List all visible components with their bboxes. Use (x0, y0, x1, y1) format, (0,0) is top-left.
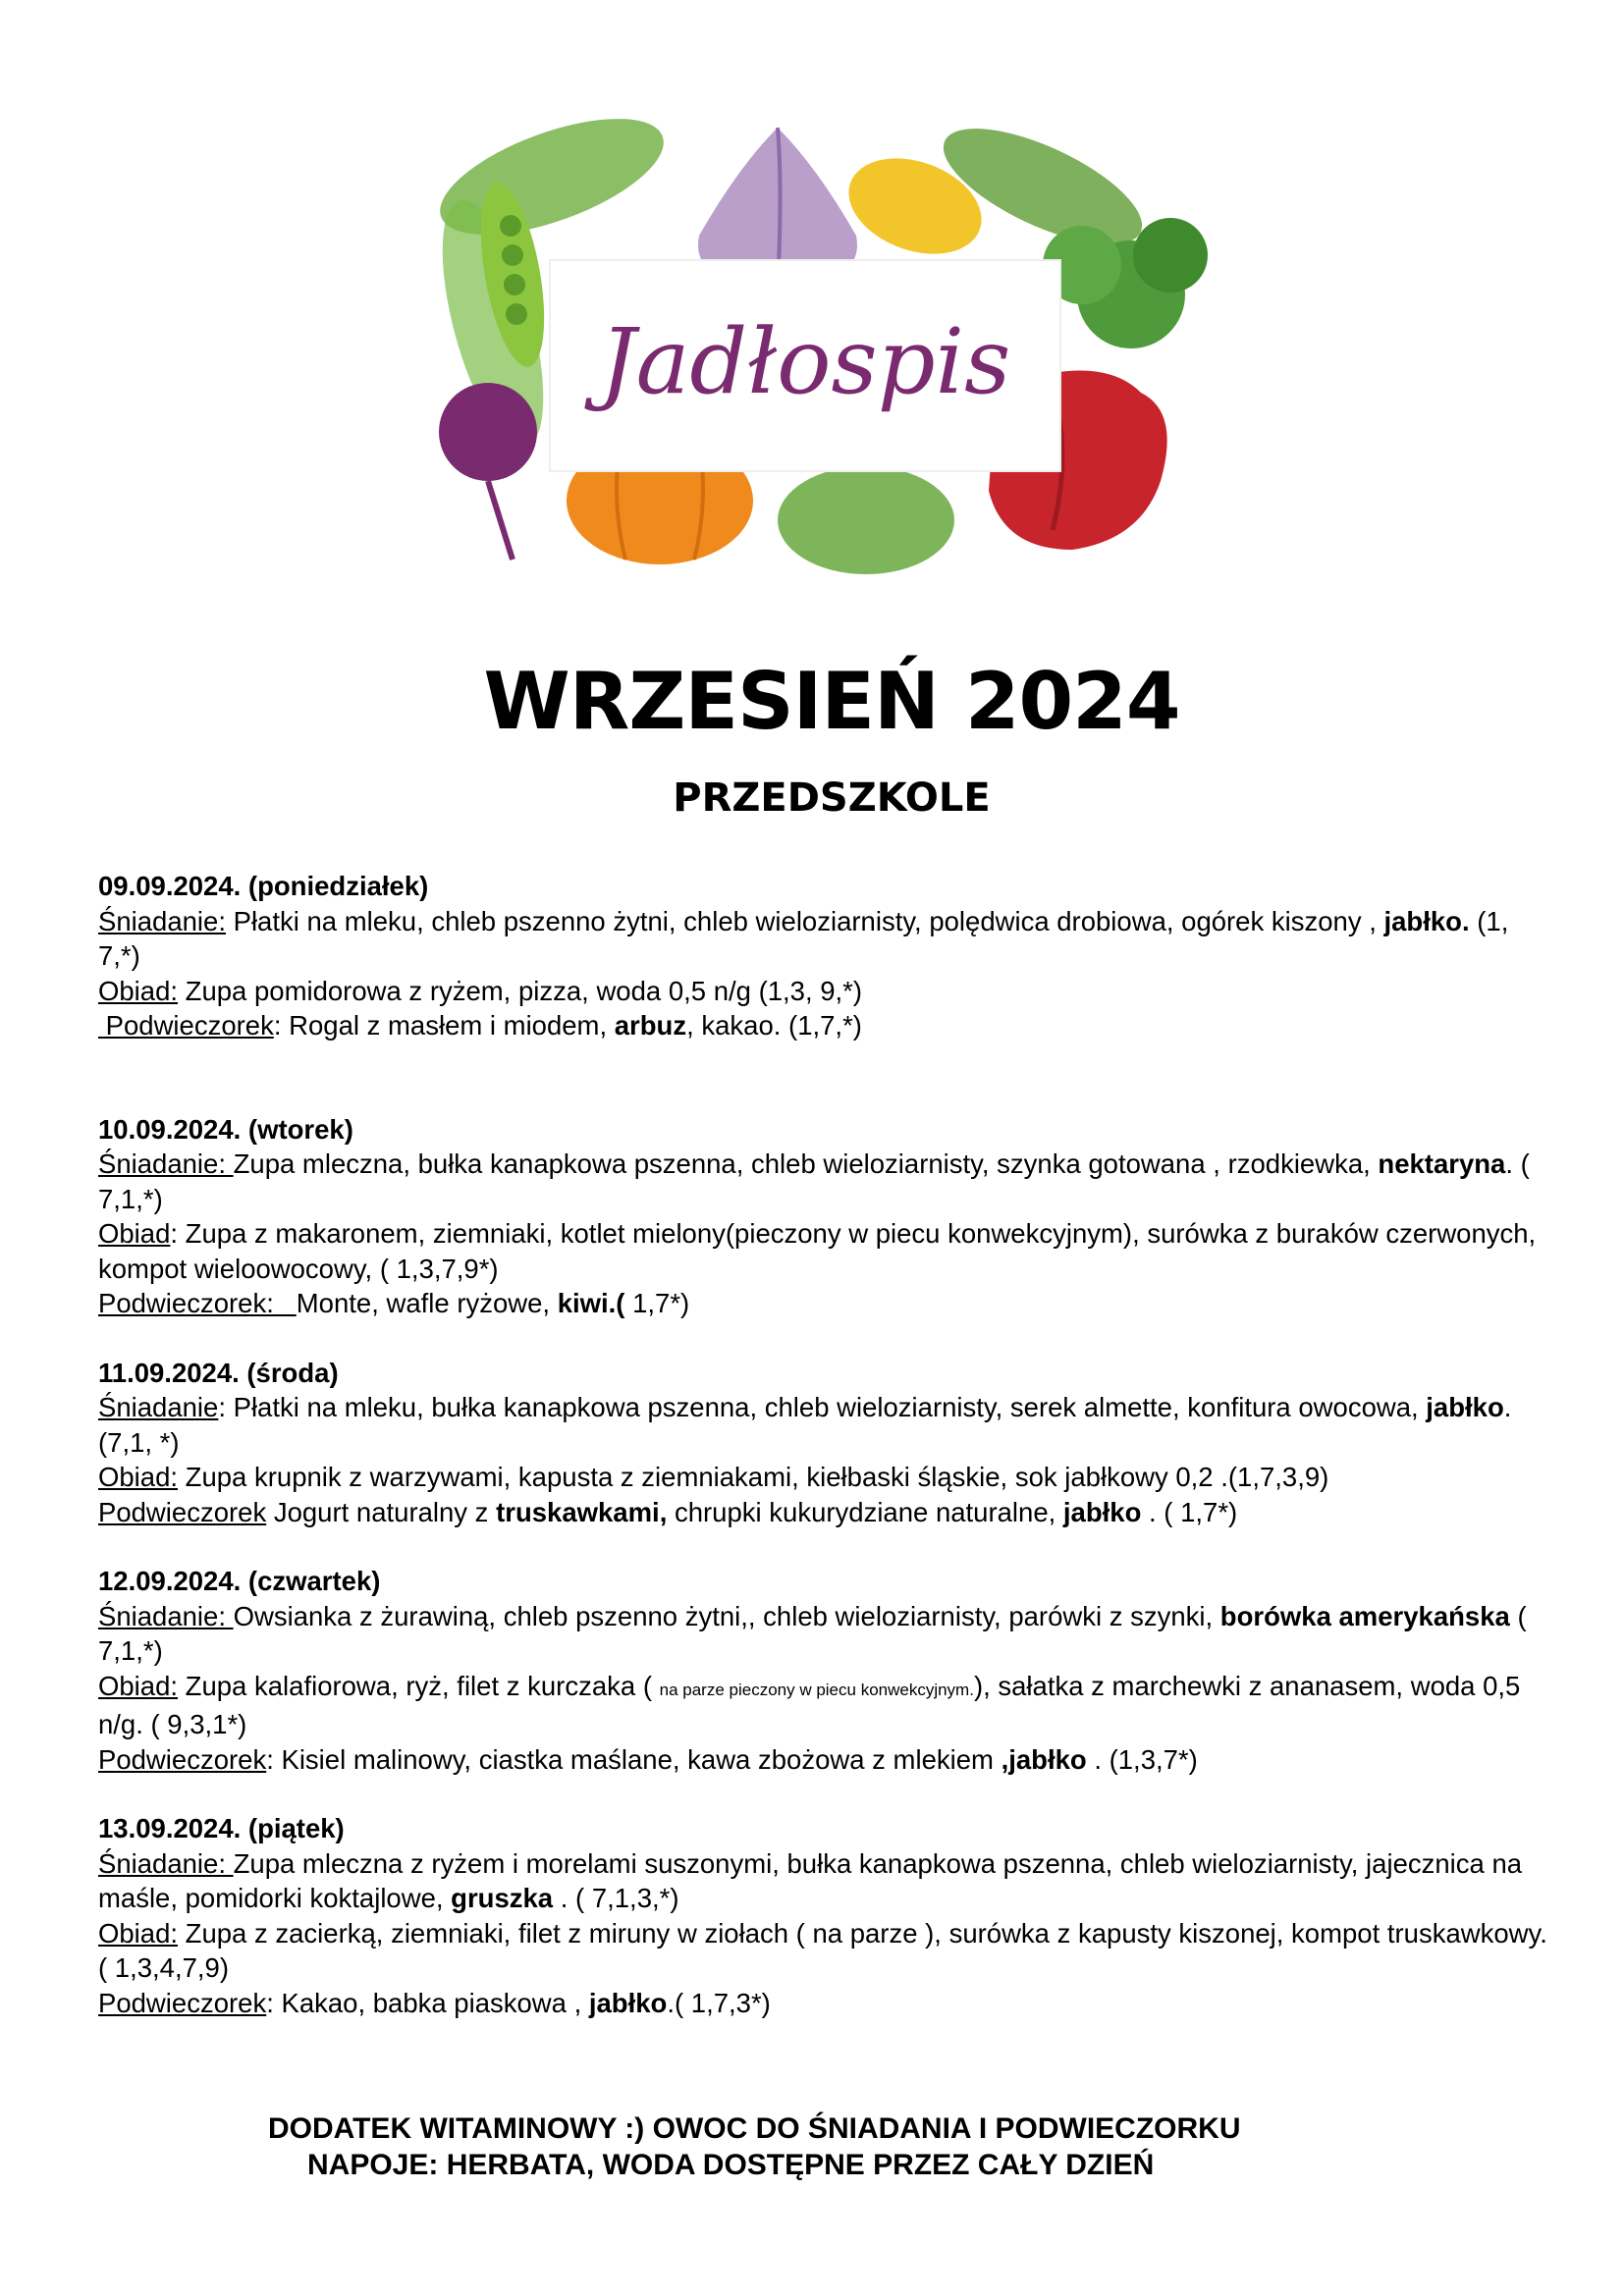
snack-line (98, 1286, 1551, 1321)
snack-text-extra: chrupki kukurydziane naturalne, (667, 1496, 1063, 1527)
breakfast-allergens: . ( 7,1,*) (98, 1148, 1530, 1214)
day-entry (98, 1356, 1551, 1530)
snack-fruit: jabłko (588, 1987, 668, 2018)
lunch-text: Zupa kalafiorowa, ryż, filet z kurczaka ( (178, 1670, 660, 1701)
page-subtitle: PRZEDSZKOLE (673, 775, 991, 821)
lunch-label: Obiad: (98, 1670, 179, 1701)
snack-fruit: arbuz (614, 1010, 687, 1041)
snack-text: : Rogal z masłem i miodem, (273, 1010, 615, 1041)
breakfast-label: Śniadanie: (98, 1148, 234, 1179)
breakfast-text: Zupa mleczna z ryżem i morelami suszonymi, bułka kanapkowa pszenna, chleb wieloziarnisty, jajecznica na maśle, pomidorki koktajlowe, (98, 1847, 1523, 1913)
breakfast-line (98, 1147, 1551, 1216)
day-date: 09.09.2024. (poniedziałek) (98, 871, 429, 901)
breakfast-text: Płatki na mleku, chleb pszenno żytni, chleb wieloziarnisty, polędwica drobiowa, ogórek kiszony , (225, 905, 1384, 936)
breakfast-allergens: ( 7,1,*) (98, 1600, 1527, 1666)
breakfast-fruit: nektaryna (1378, 1148, 1506, 1179)
breakfast-text: Zupa mleczna, bułka kanapkowa pszenna, chleb wieloziarnisty, szynka gotowana , rzodkiewka, (233, 1148, 1379, 1179)
vitamin-note: DODATEK WITAMINOWY :) OWOC DO ŚNIADANIA I PODWIECZORKU (268, 2112, 1241, 2145)
breakfast-line (98, 904, 1551, 974)
breakfast-text: Owsianka z żurawiną, chleb pszenno żytni,, chleb wieloziarnisty, parówki z szynki, (233, 1600, 1220, 1631)
snack-line (98, 1986, 1551, 2021)
snack-label: Podwieczorek: (98, 1288, 297, 1318)
snack-allergens: 1,7*) (624, 1288, 690, 1318)
lunch-text: : Zupa z makaronem, ziemniaki, kotlet mielony(pieczony w piecu konwekcyjnym), surówka z buraków czerwonych, kompot wieloowocowy, ( 1,3,7,9*) (98, 1218, 1537, 1284)
day-entry (98, 1112, 1551, 1321)
page-title: WRZESIEŃ 2024 (483, 656, 1180, 747)
lunch-line (98, 1216, 1551, 1286)
lunch-line (98, 974, 1551, 1009)
breakfast-fruit: jabłko (1426, 1392, 1504, 1422)
snack-fruit-extra: jabłko (1062, 1496, 1142, 1527)
snack-label: Podwieczorek (98, 1496, 267, 1527)
day-entry (98, 869, 1551, 1043)
breakfast-label: Śniadanie (98, 1392, 219, 1422)
snack-line (98, 1008, 1551, 1043)
breakfast-line (98, 1390, 1551, 1460)
lunch-text-tail: ), sałatka z marchewki z ananasem, woda 0,5 n/g. ( 9,3,1*) (98, 1670, 1521, 1739)
breakfast-label: Śniadanie: (98, 1847, 234, 1879)
snack-allergens: .( 1,7,3*) (667, 1987, 771, 2018)
breakfast-line (98, 1846, 1551, 1916)
breakfast-allergens: (1, 7,*) (98, 905, 1509, 971)
snack-label: Podwieczorek (98, 1010, 274, 1041)
breakfast-fruit: gruszka (451, 1883, 554, 1913)
jadlospis-banner (365, 98, 1280, 604)
snack-allergens: . (1,3,7*) (1086, 1743, 1198, 1775)
lunch-note: na parze pieczony w piecu konwekcyjnym. (659, 1680, 974, 1699)
snack-text: Monte, wafle ryżowe, (296, 1288, 558, 1318)
breakfast-fruit: borówka amerykańska (1219, 1600, 1510, 1631)
day-entry (98, 1811, 1551, 2020)
lunch-text: Zupa z zacierką, ziemniaki, filet z miruny w ziołach ( na parze ), surówka z kapusty kiszonej, kompot truskawkowy.( 1,3,4,7,9) (98, 1917, 1547, 1983)
snack-fruit: ,jabłko (1001, 1743, 1087, 1775)
lunch-label: Obiad: (98, 1462, 179, 1492)
breakfast-label: Śniadanie: (98, 905, 226, 936)
breakfast-label: Śniadanie: (98, 1600, 234, 1631)
breakfast-fruit: jabłko. (1383, 905, 1470, 936)
snack-label: Podwieczorek (98, 1987, 267, 2018)
snack-text: : Kakao, babka piaskowa , (266, 1987, 589, 2018)
lunch-label: Obiad (98, 1218, 171, 1249)
drinks-note: NAPOJE: HERBATA, WODA DOSTĘPNE PRZEZ CAŁY DZIEŃ (307, 2149, 1155, 2181)
breakfast-line (98, 1599, 1551, 1669)
weekly-menu (98, 869, 1551, 2020)
lunch-line (98, 1460, 1551, 1495)
breakfast-allergens: . (7,1, *) (98, 1392, 1512, 1458)
lunch-label: Obiad: (98, 975, 179, 1006)
snack-fruit: kiwi.( (557, 1288, 625, 1318)
day-date: 13.09.2024. (piątek) (98, 1813, 345, 1843)
lunch-line (98, 1669, 1551, 1742)
snack-label: Podwieczorek (98, 1743, 267, 1775)
breakfast-text: : Płatki na mleku, bułka kanapkowa pszenna, chleb wieloziarnisty, serek almette, konfitura owocowa, (218, 1392, 1427, 1422)
day-date: 11.09.2024. (środa) (98, 1357, 339, 1388)
banner-logo-text: Jadłospis (599, 309, 1011, 414)
snack-fruit: truskawkami, (496, 1496, 668, 1527)
lunch-text: Zupa pomidorowa z ryżem, pizza, woda 0,5 n/g (1,3, 9,*) (178, 975, 863, 1006)
day-date: 12.09.2024. (czwartek) (98, 1566, 381, 1596)
day-date: 10.09.2024. (wtorek) (98, 1113, 353, 1145)
day-entry (98, 1564, 1551, 1777)
snack-text: : Kisiel malinowy, ciastka maślane, kawa zbożowa z mlekiem (266, 1743, 1001, 1775)
lunch-text: Zupa krupnik z warzywami, kapusta z ziemniakami, kiełbaski śląskie, sok jabłkowy 0,2 .(1,7,3,9) (178, 1462, 1329, 1492)
snack-text: Jogurt naturalny z (266, 1496, 497, 1527)
lunch-line (98, 1916, 1551, 1986)
snack-line (98, 1495, 1551, 1530)
breakfast-allergens: . ( 7,1,3,*) (553, 1883, 679, 1913)
snack-line (98, 1742, 1551, 1778)
snack-allergens: . ( 1,7*) (1141, 1496, 1238, 1527)
snack-allergens: , kakao. (1,7,*) (686, 1010, 862, 1041)
vegetable-illustration (365, 98, 1280, 604)
lunch-label: Obiad: (98, 1917, 179, 1949)
